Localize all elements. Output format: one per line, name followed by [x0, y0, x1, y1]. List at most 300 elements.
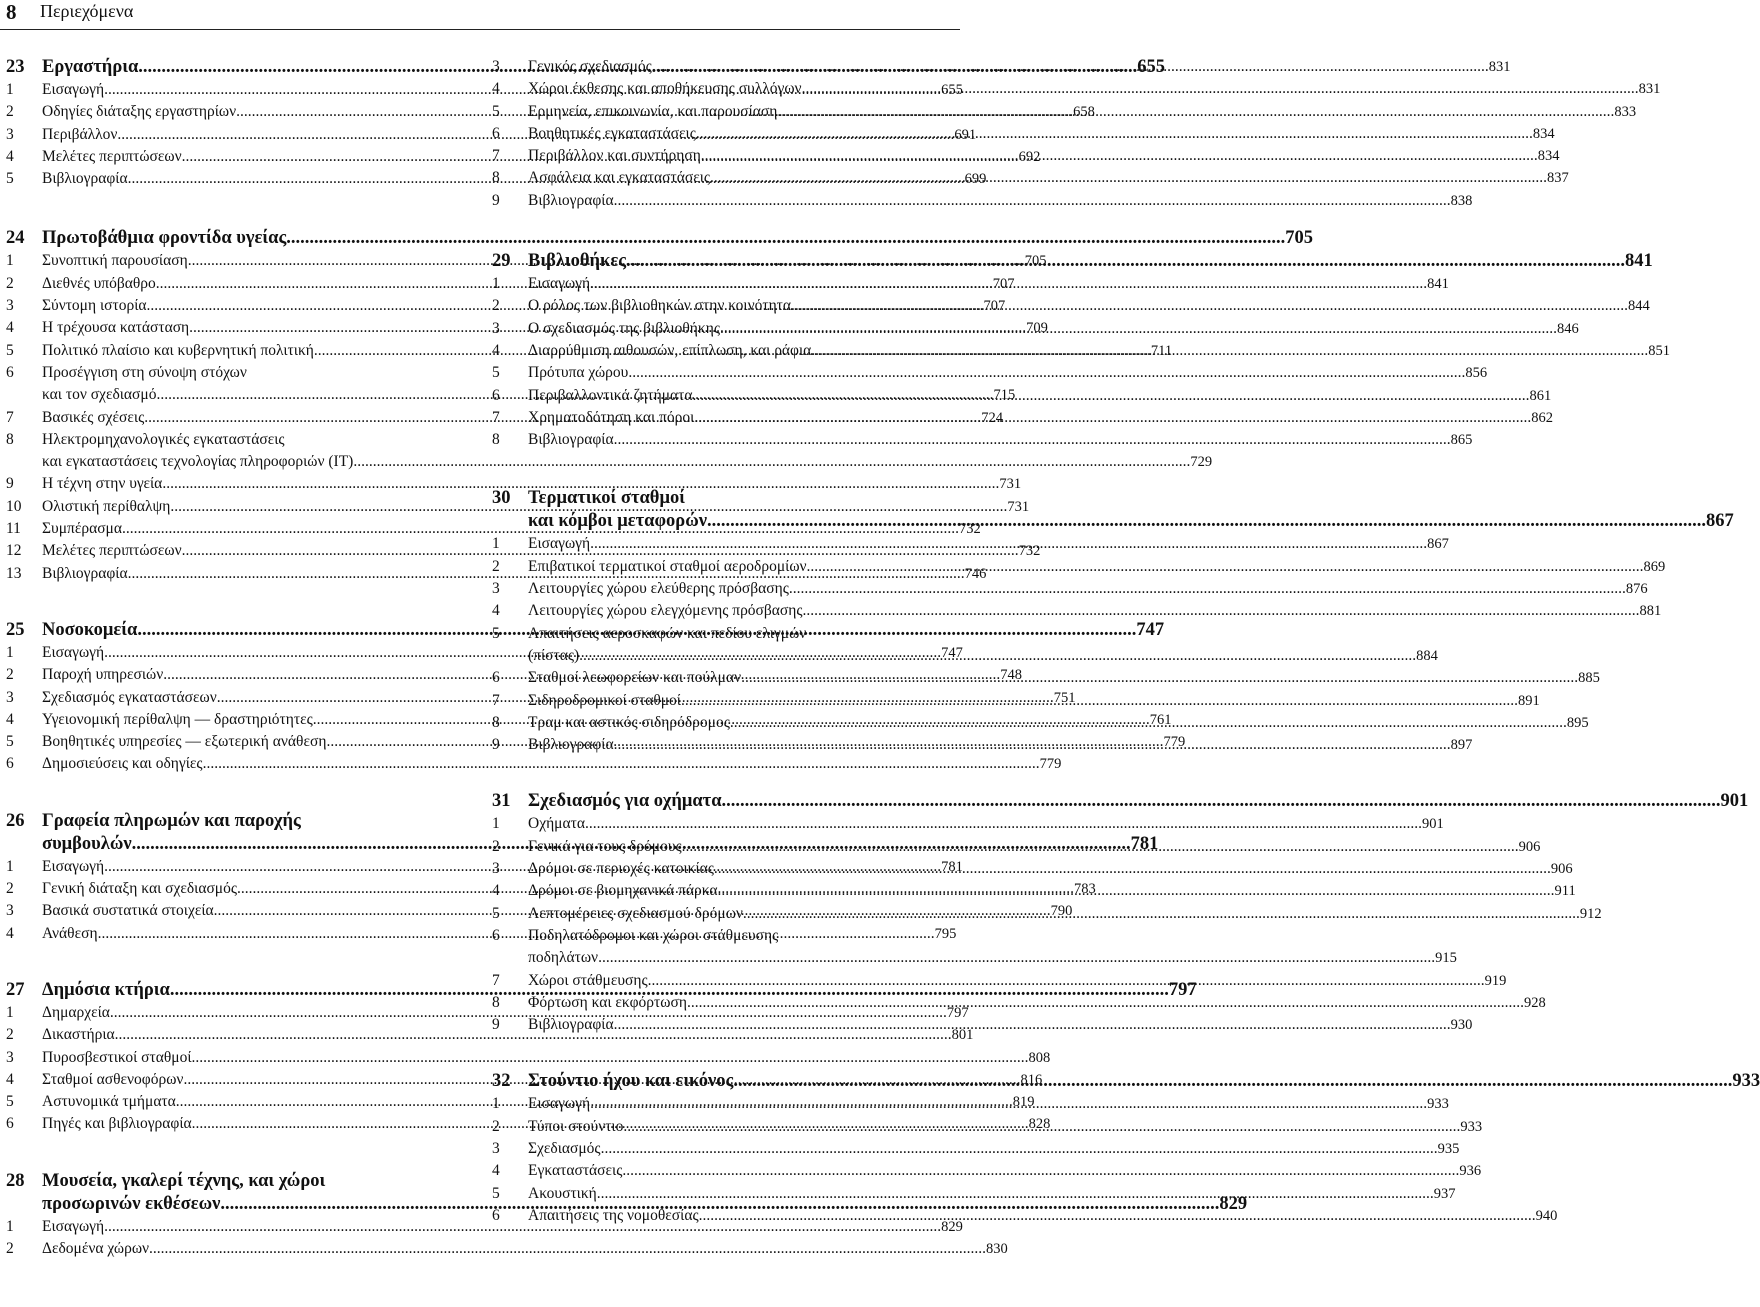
entry-text: Ηλεκτρομηχανολογικές εγκαταστάσεις: [42, 430, 285, 448]
entry-number: 5: [492, 1184, 500, 1202]
entry-number: 4: [492, 882, 500, 900]
entry-title: [528, 145, 1560, 167]
entry-line: [528, 340, 1670, 362]
entry-text: Ανάθεση: [42, 924, 98, 942]
entry-line: [528, 712, 1589, 734]
entry-title: [528, 623, 1438, 668]
entry-number: 3: [492, 1139, 500, 1157]
chapter-title-text: Σχεδιασμός για οχήματα: [528, 791, 722, 812]
chapter-title-text: Στούντιο ήχου και εικόνος: [528, 1071, 734, 1092]
entry-number: 10: [6, 497, 22, 515]
entry-page: 746: [964, 565, 987, 582]
entry-text: Βοηθητικές εγκαταστάσεις: [528, 124, 696, 142]
entry-page: 856: [1465, 365, 1488, 382]
entry-page: 885: [1578, 670, 1600, 687]
dot-leader: [803, 600, 1640, 622]
chapter-title-page: 705: [1285, 228, 1314, 249]
dot-leader: [652, 56, 1489, 78]
entry-number: 6: [6, 363, 14, 381]
entry-text: Βασικές σχέσεις: [42, 408, 145, 426]
entry-title: [528, 167, 1569, 189]
entry-page: 833: [1614, 103, 1637, 120]
entry-text: Γενικά για τους δρόμους: [528, 837, 682, 855]
entry-number: 9: [492, 191, 500, 209]
entry-page: 828: [1028, 1116, 1051, 1133]
toc-entry[interactable]: [6, 1238, 1008, 1260]
entry-line: [528, 690, 1540, 712]
entry-text: Ο ρόλος των βιβλιοθηκών στην κοινότητα: [528, 297, 792, 315]
entry-number: 6: [492, 1206, 500, 1224]
chapter-heading[interactable]: [492, 790, 1749, 813]
entry-line: [528, 1160, 1481, 1182]
entry-title: [528, 1183, 1456, 1205]
chapter-title-line: [528, 1070, 1760, 1093]
entry-number: 1: [492, 535, 500, 553]
toc-entry[interactable]: [492, 1138, 1460, 1160]
entry-text: Συνοπτική παρουσίαση: [42, 252, 188, 270]
entry-text: Βιβλιογραφία: [528, 191, 614, 209]
entry-number: 5: [492, 102, 500, 120]
entry-title: [528, 858, 1573, 880]
entry-text: Ακουστική: [528, 1184, 597, 1202]
entry-title: [528, 190, 1472, 212]
chapter-title-text: Δημόσια κτήρια: [42, 979, 170, 1000]
dot-leader: [811, 340, 1648, 362]
entry-page: 831: [1488, 59, 1511, 75]
toc-entry[interactable]: [492, 858, 1573, 880]
entry-number: 8: [492, 431, 500, 449]
entry-number: 1: [492, 275, 500, 293]
entry-text: Δημαρχεία: [42, 1003, 110, 1021]
toc-entry[interactable]: [492, 925, 1457, 970]
entry-text: Παροχή υπηρεσιών: [42, 666, 164, 684]
entry-line: [528, 385, 1551, 407]
chapter-title-page: 867: [1705, 511, 1734, 532]
dot-leader: [733, 1070, 1732, 1093]
dot-leader: [807, 556, 1644, 578]
entry-title: [528, 318, 1579, 340]
toc-entry[interactable]: [6, 1216, 963, 1238]
entry-text: Χώροι στάθμευσης: [528, 971, 648, 989]
entry-number: 5: [6, 170, 14, 188]
entry-line: [528, 145, 1560, 167]
chapter-title-text: Πρωτοβάθμια φροντίδα υγείας: [42, 228, 287, 249]
entry-text: Απαιτήσεις αεροσκαφών και πεδίου ελιγμών: [528, 624, 807, 642]
entry-page: 834: [1537, 148, 1560, 165]
entry-number: 8: [492, 713, 500, 731]
entry-line: [528, 1183, 1456, 1205]
entry-number: 2: [6, 103, 14, 121]
dot-leader: [590, 273, 1427, 295]
entry-line: [528, 992, 1546, 1014]
entry-text: Σχεδιασμός εγκαταστάσεων: [42, 688, 217, 706]
toc-entry[interactable]: [492, 190, 1473, 212]
entry-title: [528, 123, 1555, 145]
entry-page: 876: [1625, 581, 1648, 598]
chapter-number: 32: [492, 1071, 511, 1092]
entry-number: 5: [6, 1093, 14, 1111]
entry-number: 3: [492, 58, 500, 75]
entry-text: Εισαγωγή: [42, 643, 105, 661]
entry-number: 4: [6, 1070, 14, 1088]
chapter-title-page: 901: [1720, 791, 1749, 812]
dot-leader: [714, 858, 1551, 880]
entry-number: 2: [6, 274, 14, 292]
entry-title: [528, 1160, 1481, 1182]
entry-title: [528, 273, 1449, 295]
entry-number: 5: [492, 364, 500, 382]
entry-number: 7: [492, 691, 500, 709]
entry-number: 4: [492, 602, 500, 620]
entry-line: [528, 578, 1648, 600]
entry-text: Συμπέρασμα: [42, 520, 122, 538]
entry-number: 6: [492, 386, 500, 404]
chapter-number: 31: [492, 791, 511, 812]
chapter-heading[interactable]: [6, 227, 1314, 250]
entry-line: [528, 123, 1555, 145]
entry-page: 751: [1053, 689, 1076, 706]
dot-leader: [693, 385, 1530, 407]
entry-title: [528, 340, 1670, 362]
dot-leader: [696, 123, 1533, 145]
entry-line: [528, 101, 1636, 123]
entry-line: [528, 1138, 1459, 1160]
entry-text: Διαρρύθμιση αιθουσών, επίπλωση, και ράφια: [528, 341, 812, 359]
page-number: 8: [6, 0, 17, 24]
entry-page: 933: [1460, 1118, 1483, 1135]
chapter-title-page: 797: [1168, 979, 1197, 1000]
entry-title: [528, 1093, 1449, 1115]
toc-entry[interactable]: [492, 1160, 1482, 1182]
entry-text: Εγκαταστάσεις: [528, 1162, 623, 1180]
entry-page: 928: [1523, 994, 1546, 1011]
chapter-number: 24: [6, 228, 25, 249]
entry-text: Πολιτικό πλαίσιο και κυβερνητική πολιτική: [42, 341, 314, 359]
entry-number: 2: [492, 557, 500, 575]
entry-page: 707: [983, 298, 1006, 315]
entry-page: 841: [1427, 276, 1449, 293]
entry-page: 658: [1073, 104, 1095, 121]
entry-text: Χρηματοδότηση και πόροι: [528, 408, 695, 426]
entry-number: 7: [492, 408, 500, 426]
entry-title: [528, 880, 1576, 902]
entry-number: 13: [6, 564, 22, 582]
entry-text: Τύποι στούντιο: [528, 1117, 624, 1135]
dot-leader: [791, 295, 1628, 317]
entry-text: Φόρτωση και εκφόρτωση: [528, 993, 687, 1011]
entry-title: [528, 600, 1661, 622]
toc-entry[interactable]: [492, 362, 1488, 384]
entry-number: 5: [492, 624, 500, 642]
entry-title: [528, 295, 1650, 317]
entry-text: Βοηθητικές υπηρεσίες — εξωτερική ανάθεση: [42, 733, 327, 751]
entry-title: [528, 667, 1600, 689]
dot-leader: [614, 429, 1451, 451]
entry-text: Μελέτες περιπτώσεων: [42, 147, 182, 165]
entry-text: Εισαγωγή: [528, 535, 591, 553]
entry-line: [528, 1205, 1557, 1227]
entry-line: [528, 429, 1472, 451]
entry-page: 801: [951, 1027, 974, 1044]
entry-page: 862: [1531, 409, 1553, 426]
entry-number: 9: [6, 475, 14, 493]
entry-page: 819: [1012, 1094, 1035, 1111]
entry-text: Σταθμοί λεωφορείων και πούλμαν: [528, 669, 742, 687]
entry-number: 1: [492, 1095, 500, 1113]
entry-text: Ποδηλατόδρομοι και χώροι στάθμευσης: [528, 926, 779, 944]
entry-text: Δρόμοι σε βιομηχανικά πάρκα: [528, 882, 718, 900]
toc-entry[interactable]: [6, 753, 1062, 775]
entry-number: 6: [6, 755, 14, 773]
running-title: Περιεχόμενα: [40, 1, 134, 21]
page-header: [0, 0, 960, 26]
entry-page: 884: [1416, 647, 1438, 664]
entry-title: [528, 1205, 1557, 1227]
entry-text: Ερμηνεία, επικοινωνία, και παρουσίαση: [528, 102, 778, 120]
entry-page: 709: [1026, 320, 1048, 337]
entry-text: (πίστας): [528, 646, 580, 664]
entry-number: 3: [6, 902, 14, 920]
entry-title: [528, 813, 1444, 835]
entry-title: [528, 970, 1506, 992]
entry-text: Η τέχνη στην υγεία: [42, 475, 163, 493]
entry-title: [528, 734, 1472, 756]
entry-page: 816: [1020, 1071, 1043, 1088]
entry-text: Πηγές και βιβλιογραφία: [42, 1115, 192, 1133]
entry-line: [528, 78, 1660, 100]
entry-number: 5: [6, 341, 14, 359]
entry-number: 4: [6, 147, 14, 165]
entry-text: Λειτουργίες χώρου ελεγχόμενης πρόσβασης: [528, 602, 803, 620]
entry-text: Βασικά συστατικά στοιχεία: [42, 902, 214, 920]
chapter-number: 27: [6, 979, 25, 1000]
entry-page: 711: [1150, 342, 1173, 359]
entry-number: 3: [492, 860, 500, 878]
entry-page: 761: [1149, 711, 1172, 728]
entry-text: Δεδομένα χώρων: [42, 1239, 150, 1257]
chapter-title-line: [528, 510, 1734, 533]
entry-text: Ο σχεδιασμός της βιβλιοθήκης: [528, 319, 720, 337]
entry-line: [528, 623, 1438, 645]
entry-text: Γενικός σχεδιασμός: [528, 58, 652, 75]
chapter-title-text: Βιβλιοθήκες: [528, 251, 627, 272]
toc-entry[interactable]: [492, 578, 1648, 600]
entry-number: 3: [6, 1048, 14, 1066]
dot-leader: [614, 1014, 1451, 1036]
entry-text: Εισαγωγή: [528, 275, 591, 293]
entry-number: 7: [492, 147, 500, 165]
chapter-title-line: [528, 250, 1653, 273]
dot-leader: [699, 1205, 1536, 1227]
entry-number: 9: [492, 1016, 500, 1034]
entry-text: Σταθμοί ασθενοφόρων: [42, 1070, 184, 1088]
entry-number: 3: [6, 688, 14, 706]
chapter-title-line: [528, 790, 1748, 813]
entry-title: [528, 362, 1487, 384]
entry-number: 3: [492, 580, 500, 598]
chapter-number: 30: [492, 488, 511, 509]
entry-page: 732: [958, 521, 981, 538]
chapter-title-page: 829: [1219, 1193, 1248, 1214]
entry-page: 795: [934, 925, 957, 942]
entry-text: Χώροι έκθεσης και αποθήκευσης συλλόγων: [528, 80, 802, 98]
dot-leader: [585, 813, 1422, 835]
entry-page: 844: [1628, 298, 1650, 315]
entry-number: 2: [492, 297, 500, 315]
entry-number: 8: [492, 993, 500, 1011]
entry-page: 699: [964, 171, 987, 188]
entry-page: 715: [993, 387, 1016, 404]
entry-text: Βιβλιογραφία: [528, 431, 614, 449]
entry-page: 865: [1450, 432, 1473, 449]
entry-text: Δρόμοι σε περιοχές κατοικίας: [528, 860, 714, 878]
entry-text: Ασφάλεια και εγκαταστάσεις: [528, 169, 711, 187]
entry-line: [528, 533, 1449, 555]
entry-title: [528, 533, 1449, 555]
entry-text: Λειτουργίες χώρου ελεύθερης πρόσβασης: [528, 580, 789, 598]
entry-text: Περιβαλλοντικά ζητήματα: [528, 386, 693, 404]
entry-page: 834: [1532, 125, 1555, 142]
toc-entry[interactable]: [492, 78, 1661, 100]
chapter-title-text: συμβουλών: [42, 833, 132, 854]
dot-leader: [701, 145, 1538, 167]
entry-title: [528, 407, 1553, 429]
dot-leader: [614, 734, 1451, 756]
dot-leader: [681, 690, 1518, 712]
entry-text: Οδηγίες διάταξης εργαστηρίων: [42, 103, 237, 121]
entry-text: Σύντομη ιστορία: [42, 297, 147, 315]
entry-page: 691: [954, 126, 977, 143]
entry-text: Επιβατικοί τερματικοί σταθμοί αεροδρομίων: [528, 557, 807, 575]
entry-title: [528, 385, 1551, 407]
entry-number: 4: [492, 1162, 500, 1180]
entry-text: Απαιτήσεις της νομοθεσίας: [528, 1206, 699, 1224]
dot-leader: [741, 667, 1578, 689]
entry-number: 2: [492, 1117, 500, 1135]
entry-line: [528, 295, 1650, 317]
chapter-title-page: 933: [1732, 1071, 1760, 1092]
chapter-title-text: Γραφεία πληρωμών και παροχής: [42, 810, 301, 831]
chapter-number: 28: [6, 1170, 25, 1191]
entry-page: 781: [941, 858, 963, 875]
entry-text: Βιβλιογραφία: [528, 736, 614, 754]
entry-number: 4: [6, 924, 14, 942]
entry-line: [528, 947, 1457, 969]
entry-page: 937: [1433, 1185, 1456, 1202]
chapter-title-text: προσωρινών εκθέσεων: [42, 1193, 221, 1214]
entry-text: Εισαγωγή: [42, 81, 105, 98]
toc-entry[interactable]: [6, 473, 1022, 495]
entry-line: [528, 600, 1661, 622]
entry-title: [528, 836, 1540, 858]
entry-page: 881: [1639, 603, 1662, 620]
entry-text: Τραμ και αστικός σιδηρόδρομος: [528, 713, 730, 731]
dot-leader: [789, 578, 1626, 600]
entry-text: Προσέγγιση στη σύνοψη στόχων: [42, 363, 247, 381]
dot-leader: [614, 190, 1451, 212]
entry-text: Περιβάλλον και συντήρηση: [528, 147, 701, 165]
entry-number: 6: [492, 124, 500, 142]
entry-page: 906: [1550, 861, 1573, 878]
entry-line: [528, 190, 1472, 212]
entry-page: 830: [986, 1240, 1008, 1257]
entry-page: 861: [1529, 387, 1552, 404]
chapter-title: [528, 1070, 1760, 1093]
dot-leader: [628, 362, 1465, 384]
entry-number: 2: [6, 666, 14, 684]
dot-leader: [720, 318, 1557, 340]
entry-text: Εισαγωγή: [528, 1095, 591, 1113]
chapter-number: 25: [6, 619, 25, 640]
entry-page: 906: [1518, 838, 1541, 855]
entry-text: Βιβλιογραφία: [528, 1016, 614, 1034]
toc-entry[interactable]: [492, 429, 1473, 451]
entry-page: 692: [1018, 148, 1041, 165]
entry-line: [528, 667, 1600, 689]
entry-page: 748: [1000, 667, 1022, 684]
entry-number: 5: [6, 733, 14, 751]
entry-number: 1: [6, 81, 14, 98]
entry-text: ποδηλάτων: [528, 949, 599, 967]
entry-line: [528, 1116, 1482, 1138]
entry-title: [528, 903, 1602, 925]
dot-leader: [601, 1138, 1438, 1160]
entry-title: [528, 1116, 1482, 1138]
dot-leader: [597, 1183, 1434, 1205]
entry-number: 1: [6, 252, 14, 270]
dot-leader: [622, 1160, 1459, 1182]
entry-text: Δικαστήρια: [42, 1026, 115, 1044]
dot-leader: [777, 101, 1614, 123]
chapter-title-text: και κόμβοι μεταφορών: [528, 511, 707, 532]
entry-page: 779: [1163, 734, 1186, 751]
entry-text: Γενική διάταξη και σχεδιασμός: [42, 880, 238, 898]
entry-title: [528, 690, 1540, 712]
entry-text: Βιβλιογραφία: [42, 170, 128, 188]
entry-line: [528, 925, 1457, 947]
entry-text: Δημοσιεύσεις και οδηγίες: [42, 755, 203, 773]
entry-line: [528, 970, 1506, 992]
chapter-number: 23: [6, 57, 25, 77]
dot-leader: [598, 947, 1435, 969]
entry-page: 808: [1028, 1049, 1051, 1066]
entry-title: [528, 556, 1665, 578]
entry-page: 731: [1007, 498, 1030, 515]
entry-line: [528, 903, 1602, 925]
entry-number: 4: [6, 710, 14, 728]
chapter-title-page: 655: [1137, 57, 1166, 77]
entry-number: 2: [6, 880, 14, 898]
entry-number: 1: [6, 1003, 14, 1021]
entry-page: 655: [941, 82, 963, 98]
entry-line: [528, 813, 1444, 835]
entry-number: 7: [6, 408, 14, 426]
dot-leader: [718, 880, 1555, 902]
dot-leader: [590, 1093, 1427, 1115]
entry-page: 724: [981, 409, 1003, 426]
entry-number: 9: [492, 736, 500, 754]
toc-entry[interactable]: [492, 813, 1444, 835]
chapter-title-text: Εργαστήρια: [42, 57, 139, 77]
entry-page: 919: [1484, 972, 1507, 989]
toc-entry[interactable]: [492, 600, 1662, 622]
entry-page: 901: [1421, 816, 1444, 833]
entry-text: Λεπτομέρειες σχεδιασμού δρόμων: [528, 904, 743, 922]
chapter-title: [528, 250, 1653, 273]
toc-entry[interactable]: [6, 1047, 1051, 1069]
dot-leader: [722, 790, 1721, 813]
dot-leader: [623, 1116, 1460, 1138]
